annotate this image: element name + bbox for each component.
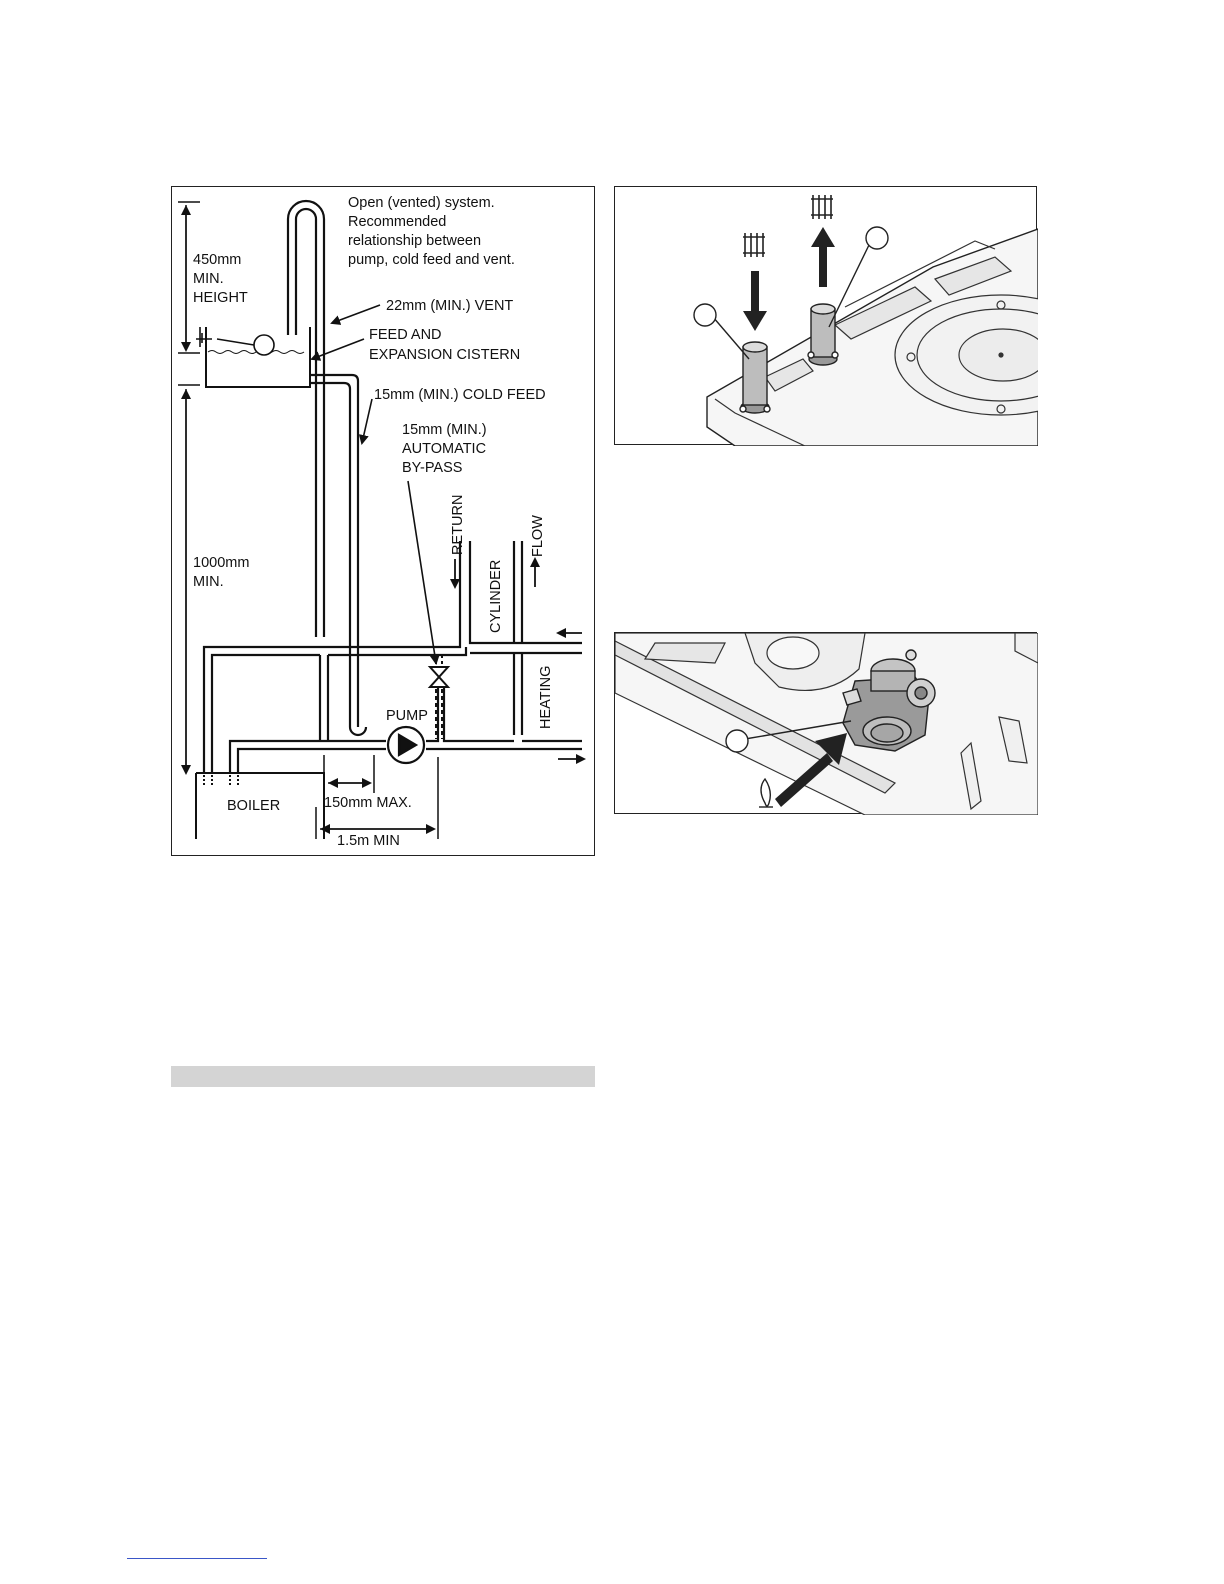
vented-system-svg [172,187,596,857]
bypass-label-1: 15mm (MIN.) [402,422,487,438]
vent-label: 22mm (MIN.) VENT [386,298,514,314]
return-label: RETURN [450,494,466,555]
pump-icon [388,727,424,763]
gas-valve-svg [615,633,1038,815]
footnote-rule [127,1558,267,1559]
height-label-3: HEIGHT [193,290,248,306]
title-line-2: Recommended [348,214,447,230]
min-1000-label-2: MIN. [193,574,224,590]
radiator-icon-right [811,195,833,219]
flow-arrows [455,559,584,759]
min-15-label: 1.5m MIN [337,833,400,849]
vent-pipe [288,201,324,637]
title-line-4: pump, cold feed and vent. [348,252,515,268]
radiator-icon-left [743,233,765,257]
bypass-label-2: AUTOMATIC [402,441,487,457]
vented-system-diagram [171,186,595,856]
flame-icon [759,779,773,807]
flow-connector [808,304,838,365]
pump-label: PUMP [386,708,428,724]
return-connector [740,342,770,413]
title-line-3: relationship between [348,233,482,249]
gas-valve-figure [614,632,1037,814]
expansion-cistern [196,327,310,387]
height-label-1: 450mm [193,252,242,268]
up-arrow-icon [811,227,835,287]
boiler-label: BOILER [227,798,281,814]
height-label-2: MIN. [193,271,224,287]
min-1000-label-1: 1000mm [193,555,250,571]
title-line-1: Open (vented) system. [348,195,495,211]
cold-feed-pipe [310,375,366,735]
max-150-label: 150mm MAX. [324,795,412,811]
connector-svg [615,187,1038,446]
flow-label: FLOW [530,515,546,557]
section-heading-bar [171,1066,595,1087]
cistern-label-2: EXPANSION CISTERN [369,347,521,363]
down-arrow-icon [743,271,767,331]
heating-label: HEATING [538,665,554,729]
bypass-label-3: BY-PASS [402,460,463,476]
cylinder-label: CYLINDER [488,559,504,633]
cistern-label-1: FEED AND [369,327,442,343]
cold-feed-label: 15mm (MIN.) COLD FEED [374,387,546,403]
connector-figure [614,186,1037,445]
